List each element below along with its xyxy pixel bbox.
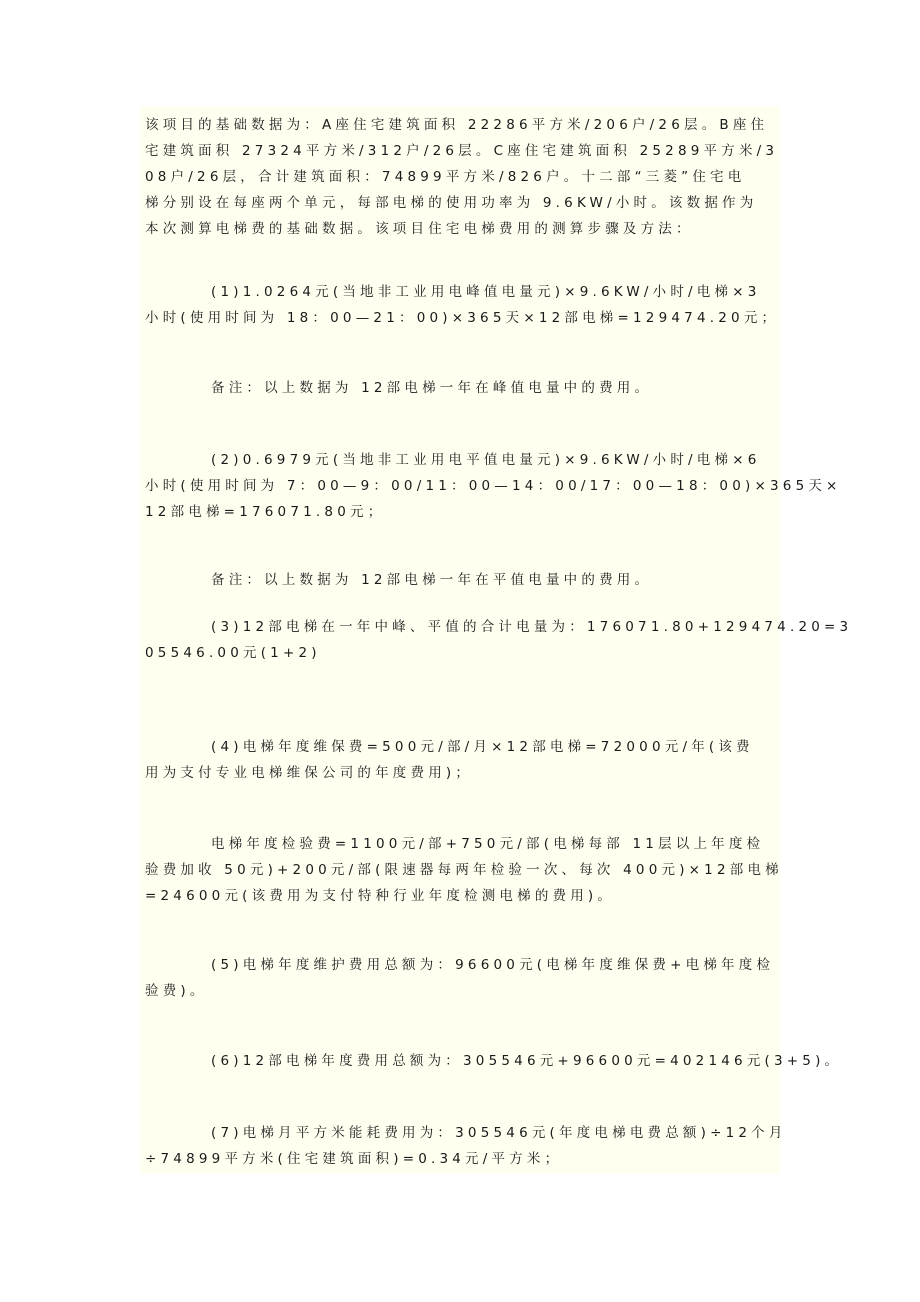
text-line: (4)电梯年度维保费=500元/部/月×12部电梯=72000元/年(该费	[211, 739, 754, 755]
text-line: 验费加收 50元)+200元/部(限速器每两年检验一次、每次 400元)×12部电梯	[145, 862, 783, 878]
step-6-paragraph	[211, 1048, 847, 1074]
text-line: 08户/26层，合计建筑面积：74899平方米/826户。十二部“三菱”住宅电	[145, 169, 746, 185]
text-line: 05546.00元(1+2)	[145, 645, 321, 661]
text-line: (6)12部电梯年度费用总额为：305546元+96600元=402146元(3+5)。	[211, 1053, 843, 1069]
text-line: 梯分别设在每座两个单元，每部电梯的使用功率为 9.6KW/小时。该数据作为	[145, 195, 758, 211]
text-line: =24600元(该费用为支付特种行业年度检测电梯的费用)。	[145, 888, 616, 904]
text-line: 备注：以上数据为 12部电梯一年在峰值电量中的费用。	[211, 380, 653, 396]
intro-paragraph	[145, 112, 781, 242]
step-3-paragraph	[145, 614, 853, 666]
step-1-paragraph	[145, 279, 781, 331]
text-line: 本次测算电梯费的基础数据。该项目住宅电梯费用的测算步骤及方法：	[145, 221, 694, 237]
step-5-paragraph	[145, 952, 781, 1004]
text-line: ÷74899平方米(住宅建筑面积)=0.34元/平方米；	[145, 1151, 563, 1167]
note-2-paragraph	[211, 567, 847, 593]
text-line: (1)1.0264元(当地非工业用电峰值电量元)×9.6KW/小时/电梯×3	[211, 284, 761, 300]
step-4-paragraph	[145, 734, 781, 786]
text-line: (2)0.6979元(当地非工业用电平值电量元)×9.6KW/小时/电梯×6	[211, 452, 761, 468]
text-line: 备注：以上数据为 12部电梯一年在平值电量中的费用。	[211, 572, 653, 588]
text-line: (5)电梯年度维护费用总额为：96600元(电梯年度维保费+电梯年度检	[211, 957, 775, 973]
step-7-paragraph	[145, 1120, 787, 1172]
step-2-paragraph	[145, 447, 842, 525]
note-1-paragraph	[211, 375, 847, 401]
text-line: (3)12部电梯在一年中峰、平值的合计电量为：176071.80+129474.20=3	[211, 619, 853, 635]
text-line: 宅建筑面积 27324平方米/312户/26层。C座住宅建筑面积 25289平方米/3	[145, 143, 779, 159]
text-line: 12部电梯=176071.80元；	[145, 504, 386, 520]
inspection-fee-paragraph	[145, 831, 781, 909]
text-line: 电梯年度检验费=1100元/部+750元/部(电梯每部 11层以上年度检	[211, 836, 765, 852]
text-line: (7)电梯月平方米能耗费用为：305546元(年度电梯电费总额)÷12个月	[211, 1125, 787, 1141]
text-line: 用为支付专业电梯维保公司的年度费用)；	[145, 765, 474, 781]
text-line: 小时(使用时间为 18：00—21：00)×365天×12部电梯=129474.20元；	[145, 310, 780, 326]
text-line: 验费)。	[145, 983, 208, 999]
text-line: 小时(使用时间为 7：00—9：00/11：00—14：00/17：00—18：00)×365天×	[145, 478, 842, 494]
text-line: 该项目的基础数据为：A座住宅建筑面积 22286平方米/206户/26层。B座住	[145, 117, 769, 133]
